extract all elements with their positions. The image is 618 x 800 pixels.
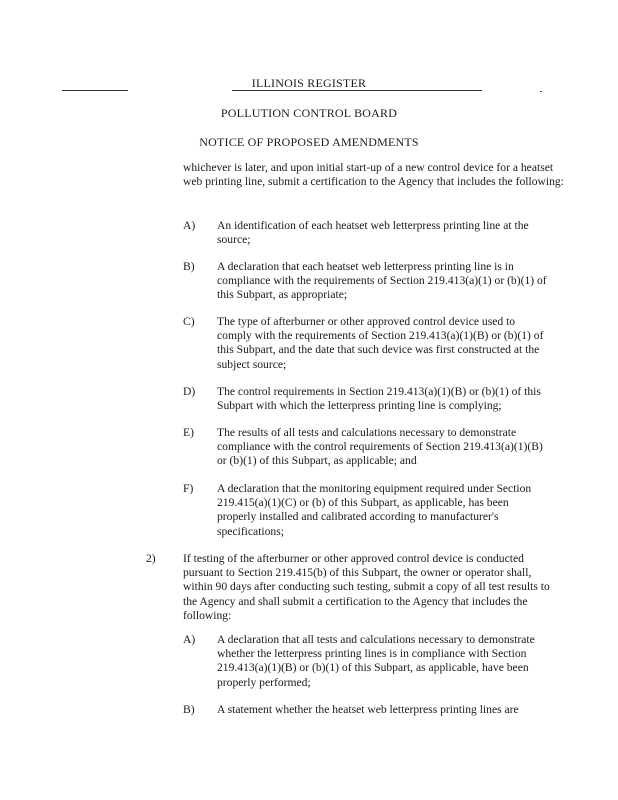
item-1a-label: A) xyxy=(183,219,196,232)
header-mark xyxy=(540,91,542,92)
item-1d-text: The control requirements in Section 219.413(a)(1)(B) or (b)(1) of this Subpart with which the letterpress printing line is complying; xyxy=(217,385,541,413)
board-title: POLLUTION CONTROL BOARD xyxy=(220,106,398,120)
item-1f-label: F) xyxy=(183,482,194,495)
item-2a-label: A) xyxy=(183,633,196,646)
item-1a-text: An identification of each heatset web letterpress printing line at the source; xyxy=(217,219,529,247)
notice-title: NOTICE OF PROPOSED AMENDMENTS xyxy=(199,135,419,149)
item-1b-text: A declaration that each heatset web letterpress printing line is in compliance with the requirements of Section 219.413(a)(1) or (b)(1) of this Subpart, as appropriate; xyxy=(217,260,547,302)
item-2a-text: A declaration that all tests and calculations necessary to demonstrate whether the letterpress printing lines is in compliance with Section 219.413(a)(1)(B) or (b)(1) of this Subpart, as applicable, have been properly performed; xyxy=(217,633,535,689)
item-1c-label: C) xyxy=(183,315,195,328)
intro-paragraph: whichever is later, and upon initial start-up of a new control device for a heatset web printing line, submit a certification to the Agency that includes the following: xyxy=(183,161,564,189)
item-1f-text: A declaration that the monitoring equipment required under Section 219.415(a)(1)(C) or (b) of this Subpart, as applicable, has been properly installed and calibrated according to manufacturer's specifications; xyxy=(217,482,532,538)
item-1d-label: D) xyxy=(183,385,196,398)
section-2-text: If testing of the afterburner or other approved control device is conducted pursuant to Section 219.415(b) of this Subpart, the owner or operator shall, within 90 days after conducting such testing, submit a copy of all test results to the Agency and shall submit a certification to the Agency that includes the following: xyxy=(183,552,550,622)
register-title: ILLINOIS REGISTER xyxy=(251,76,367,90)
item-1e-text: The results of all tests and calculations necessary to demonstrate compliance with the control requirements of Section 219.413(a)(1)(B) or (b)(1) of this Subpart, as applicable; and xyxy=(217,426,543,468)
item-1e-label: E) xyxy=(183,426,194,439)
section-2-label: 2) xyxy=(146,552,156,565)
item-2b-text: A statement whether the heatset web letterpress printing lines are xyxy=(217,703,519,716)
item-2b-label: B) xyxy=(183,703,195,716)
item-1c-text: The type of afterburner or other approved control device used to comply with the requirements of Section 219.413(a)(1)(B) or (b)(1) of this Subpart, and the date that such device was first constructed at the subject source; xyxy=(217,315,544,371)
item-1b-label: B) xyxy=(183,260,195,273)
